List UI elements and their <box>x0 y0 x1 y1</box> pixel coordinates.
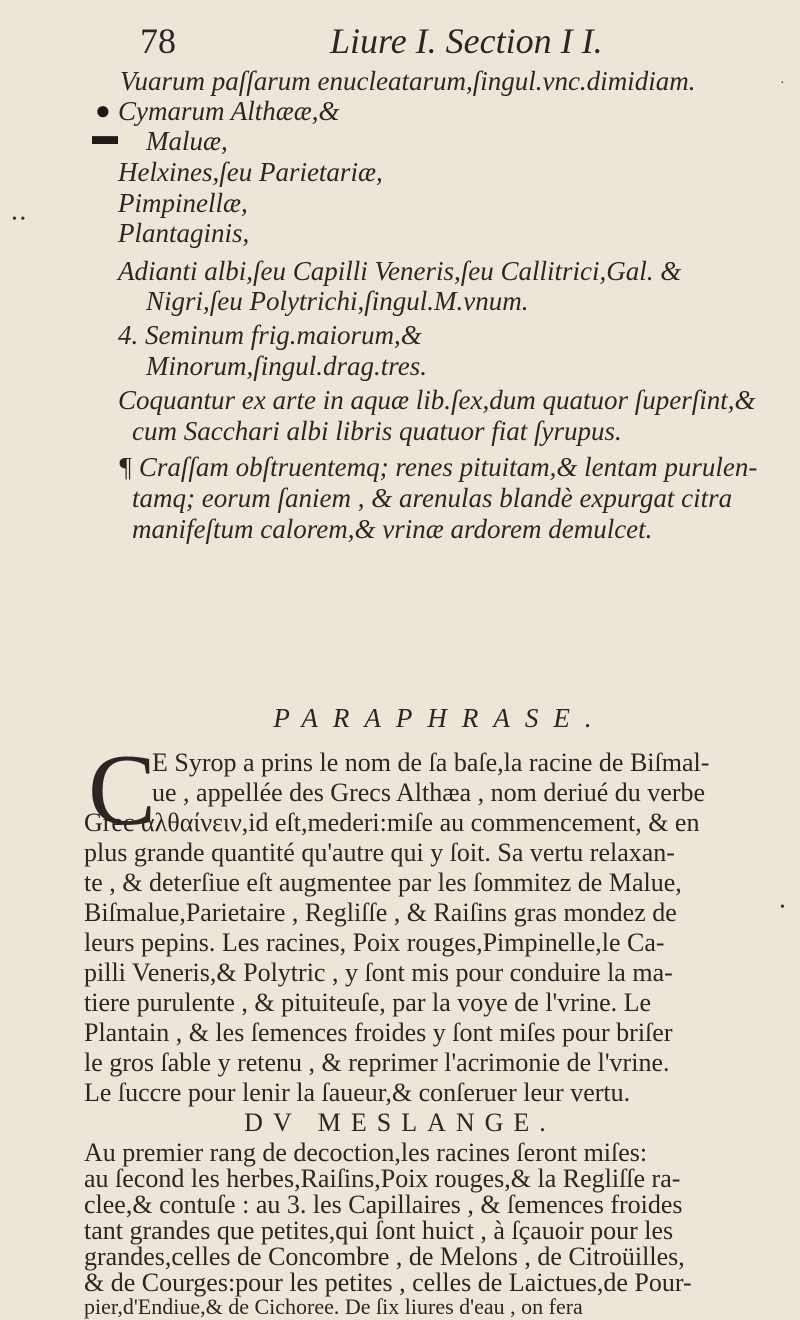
meslange-line: Au premier rang de decoction,les racines ſeront miſes: <box>84 1138 648 1167</box>
subsection-title: DV MESLANGE. <box>244 1108 556 1137</box>
recipe-line: Coquantur ex arte in aquæ lib.ſex,dum quatuor ſuperſint,& <box>118 385 756 415</box>
paraphrase-line: tiere purulente , & pituiteuſe, par la voye de l'vrine. Le <box>84 988 652 1017</box>
paraphrase-line: le gros ſable y retenu , & reprimer l'acrimonie de l'vrine. <box>84 1048 670 1077</box>
recipe-line: Adianti albi,ſeu Capilli Veneris,ſeu Callitrici,Gal. & <box>118 256 682 286</box>
paraphrase-line: te , & deterſiue eſt augmentee par les ſommitez de Malue, <box>84 868 682 897</box>
margin-mark: • <box>780 900 785 915</box>
recipe-line: Pimpinellæ, <box>118 188 248 218</box>
paraphrase-line: plus grande quantité qu'autre qui y ſoit. Sa vertu relaxan- <box>84 838 675 867</box>
recipe-line: manifeſtum calorem,& vrinæ ardorem demulcet. <box>132 514 653 544</box>
recipe-line: Plantaginis, <box>118 218 250 248</box>
paraphrase-line: Biſmalue,Parietaire , Regliſſe , & Raiſins gras mondez de <box>84 898 677 927</box>
recipe-line: Vuarum paſſarum enucleatarum,ſingul.vnc.dimidiam. <box>120 66 696 96</box>
bullet-mark: ● <box>95 96 111 125</box>
recipe-line: ¶ Craſſam obſtruentemq; renes pituitam,& lentam purulen- <box>118 452 758 482</box>
recipe-line: cum Sacchari albi libris quatuor fiat ſyrupus. <box>132 416 622 446</box>
paraphrase-line: Le ſuccre pour lenir la ſaueur,& conſeruer leur vertu. <box>84 1078 631 1107</box>
dash-mark: ▬ <box>92 121 118 150</box>
meslange-line: pier,d'Endiue,& de Cichoree. De ſix liures d'eau , on fera <box>84 1294 583 1319</box>
paraphrase-line: Grec ἀλθαίνειν,id eſt,mederi:miſe au commencement, & en <box>84 808 700 837</box>
meslange-line: & de Courges:pour les petites , celles de Laictues,de Pour- <box>84 1268 692 1297</box>
paraphrase-line: pilli Veneris,& Polytric , y ſont mis pour conduire la ma- <box>84 958 673 987</box>
recipe-line: Cymarum Althææ,& <box>118 96 340 126</box>
recipe-line: Nigri,ſeu Polytrichi,ſingul.M.vnum. <box>146 286 529 316</box>
paraphrase-line: Plantain , & les ſemences froides y ſont miſes pour briſer <box>84 1018 673 1047</box>
meslange-line: clee,& contuſe : au 3. les Capillaires , & ſemences froides <box>84 1190 683 1219</box>
paraphrase-line: leurs pepins. Les racines, Poix rouges,Pimpinelle,le Ca- <box>84 928 665 957</box>
recipe-line: Minorum,ſingul.drag.tres. <box>146 351 428 381</box>
paraphrase-line: E Syrop a prins le nom de ſa baſe,la racine de Biſmal- <box>152 748 710 777</box>
recipe-line: tamq; eorum ſaniem , & arenulas blandè expurgat citra <box>132 483 733 513</box>
running-title: Liure I. Section I I. <box>330 21 603 61</box>
section-title: PARAPHRASE. <box>273 703 607 733</box>
drop-cap: C <box>88 734 157 847</box>
meslange-line: grandes,celles de Concombre , de Melons , de Citroüilles, <box>84 1242 685 1271</box>
paraphrase-line: ue , appellée des Grecs Althæa , nom deriué du verbe <box>152 778 706 807</box>
margin-mark: · <box>780 76 785 91</box>
recipe-line: Maluæ, <box>146 126 228 156</box>
recipe-line: 4. Seminum frig.maiorum,& <box>118 320 422 350</box>
meslange-line: au ſecond les herbes,Raiſins,Poix rouges,& la Regliſſe ra- <box>84 1164 681 1193</box>
margin-mark: • • <box>12 212 26 227</box>
page-header <box>0 20 800 66</box>
recipe-line: Helxines,ſeu Parietariæ, <box>118 157 383 187</box>
page-number: 78 <box>140 21 176 61</box>
meslange-line: tant grandes que petites,qui ſont huict , à ſçauoir pour les <box>84 1216 674 1245</box>
